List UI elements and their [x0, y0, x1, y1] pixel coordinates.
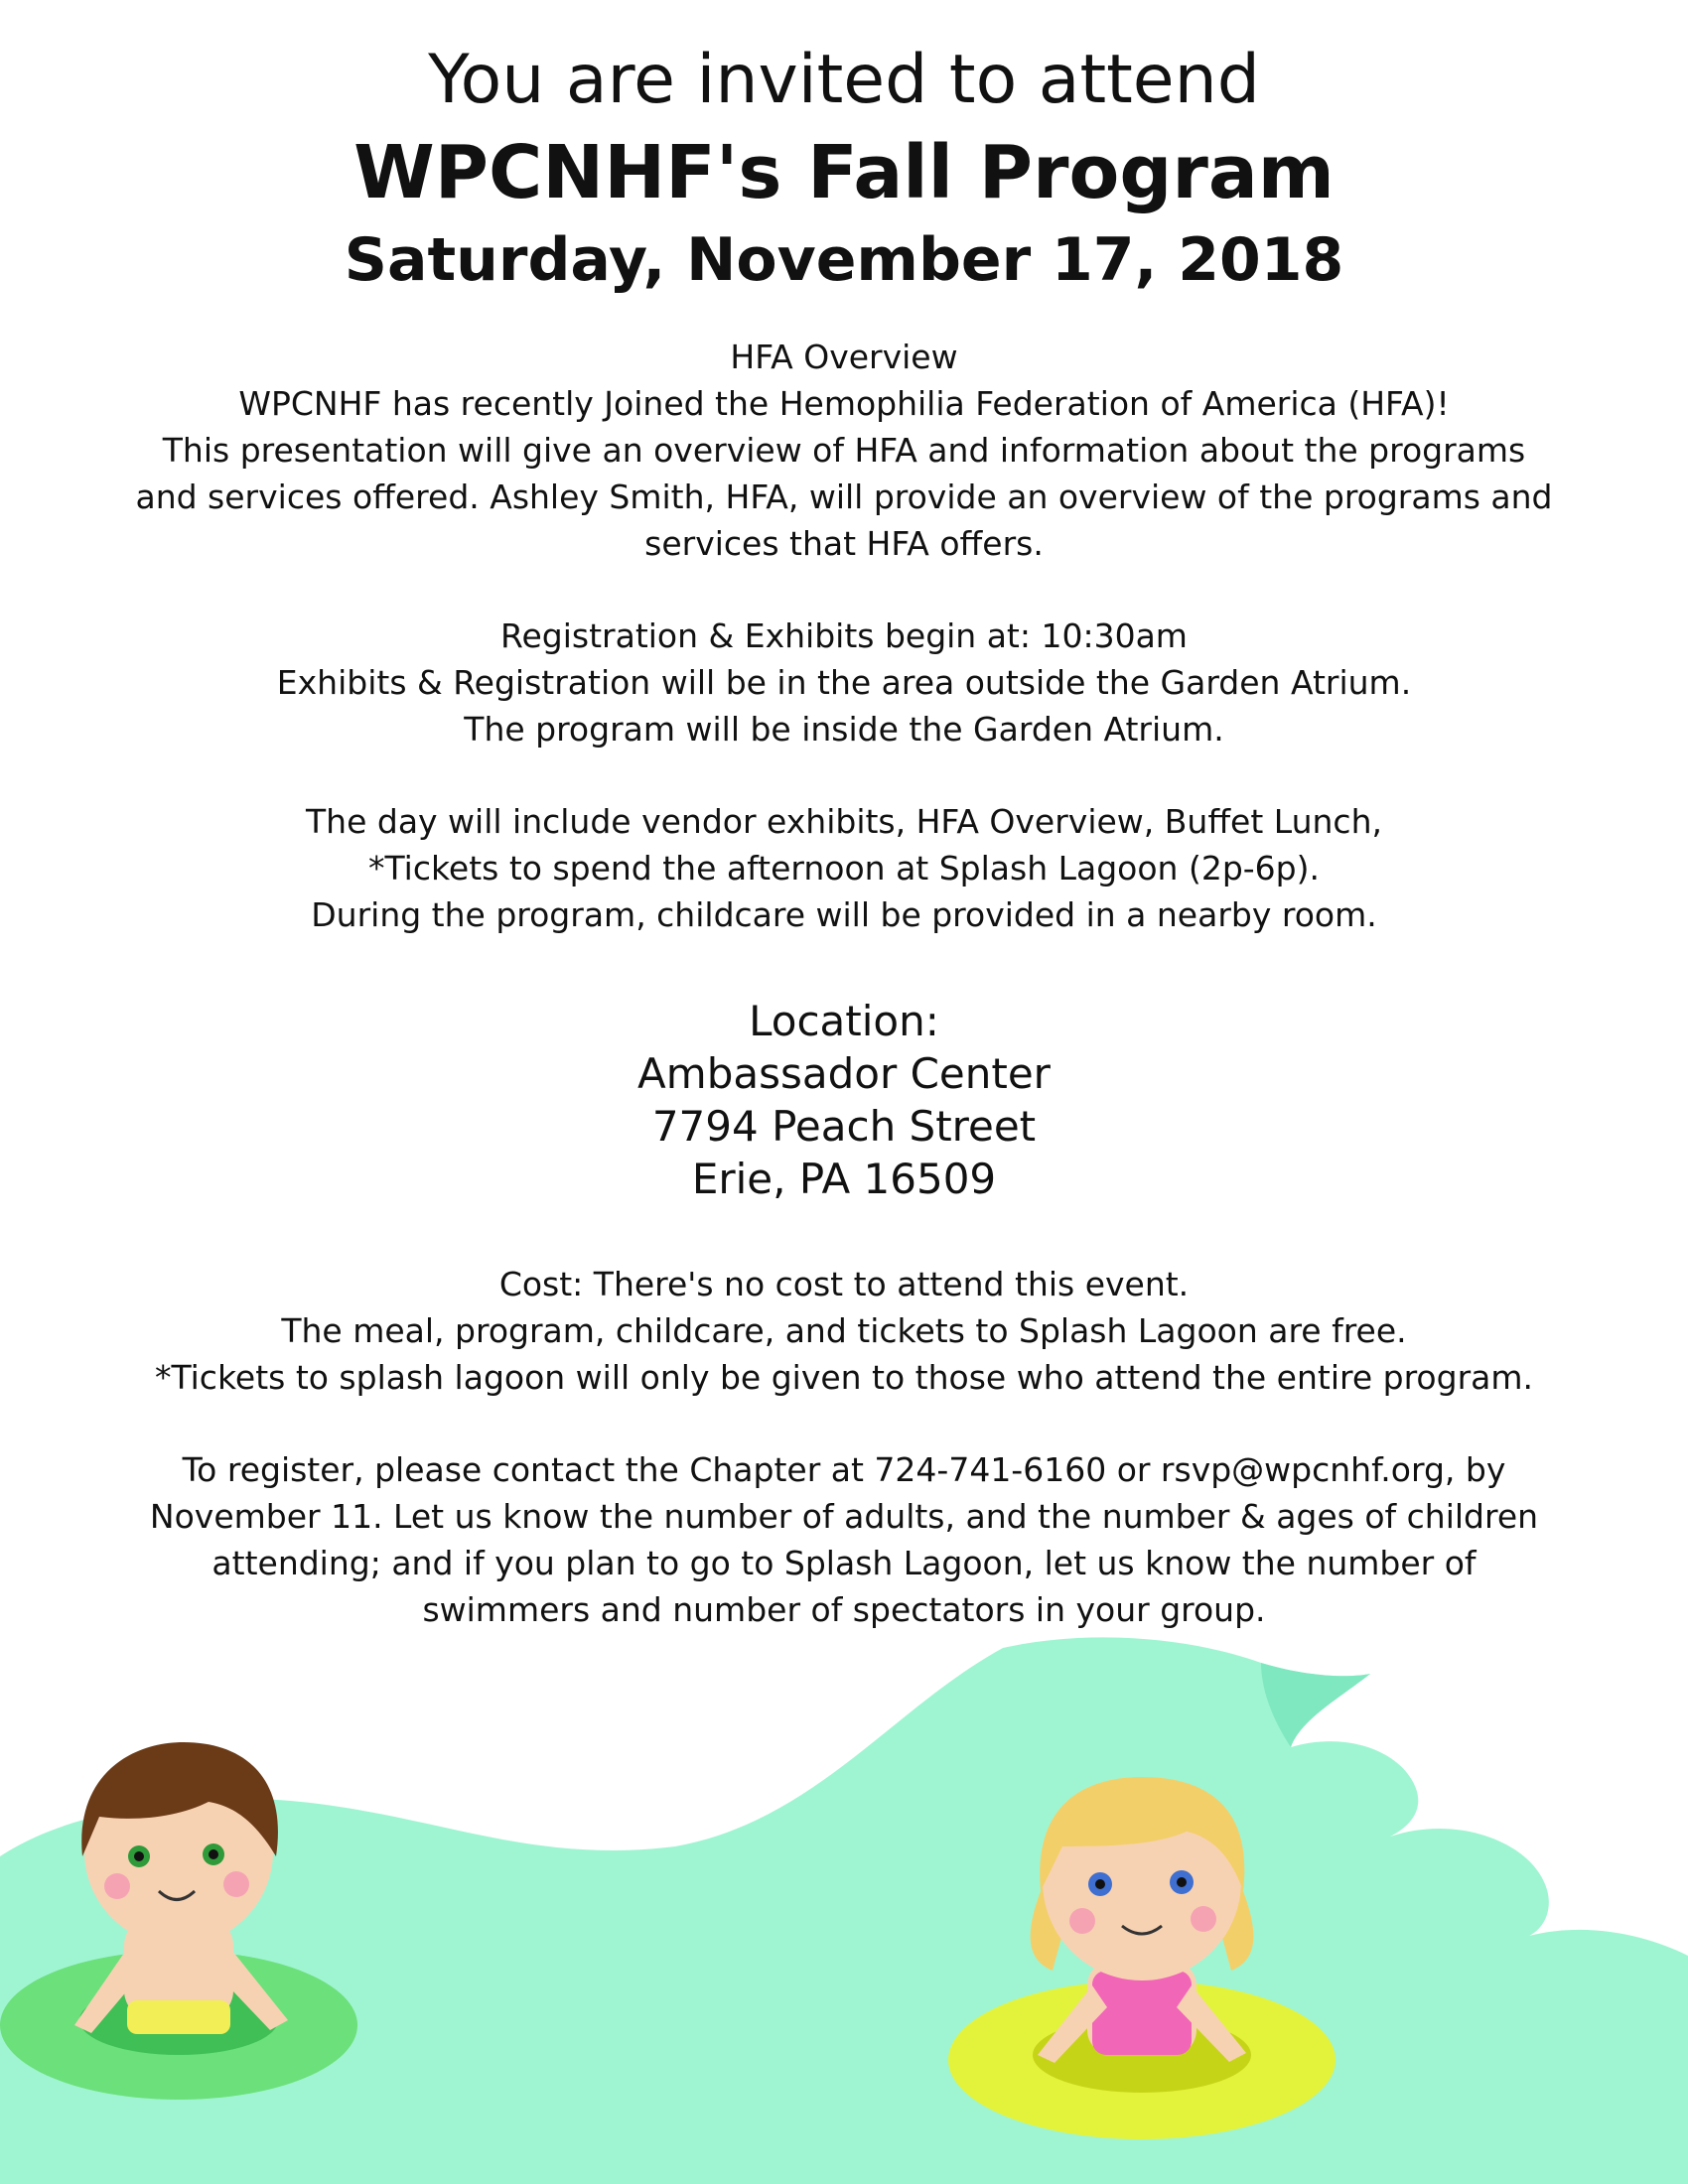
venue-name: Ambassador Center	[637, 1049, 1051, 1098]
splash-illustration	[0, 1588, 1688, 2184]
text-line: This presentation will give an overview of HFA and information about the programs	[162, 431, 1526, 470]
overview-section	[60, 334, 1628, 567]
location-heading: Location:	[749, 997, 939, 1045]
overview-heading: HFA Overview	[730, 338, 958, 376]
text-line: attending; and if you plan to go to Splash Lagoon, let us know the number of	[211, 1544, 1477, 1582]
text-line: Exhibits & Registration will be in the area outside the Garden Atrium.	[276, 663, 1412, 702]
event-title: WPCNHF's Fall Program	[353, 130, 1335, 215]
cost-section	[60, 1261, 1628, 1401]
text-line: November 11. Let us know the number of adults, and the number & ages of children	[149, 1497, 1539, 1536]
text-line: The day will include vendor exhibits, HFA Overview, Buffet Lunch,	[306, 802, 1382, 841]
text-line: Registration & Exhibits begin at: 10:30am	[500, 616, 1188, 655]
text-line: The meal, program, childcare, and tickets to Splash Lagoon are free.	[281, 1311, 1407, 1350]
text-line: and services offered. Ashley Smith, HFA, will provide an overview of the programs and	[135, 478, 1553, 516]
text-line: Cost: There's no cost to attend this event.	[498, 1265, 1190, 1303]
text-line: To register, please contact the Chapter at 724-741-6160 or rsvp@wpcnhf.org, by	[182, 1450, 1506, 1489]
text-line: WPCNHF has recently Joined the Hemophilia Federation of America (HFA)!	[238, 384, 1450, 423]
text-line: *Tickets to spend the afternoon at Splash Lagoon (2p-6p).	[368, 849, 1320, 887]
text-line: During the program, childcare will be provided in a nearby room.	[311, 895, 1377, 934]
invite-line: You are invited to attend	[428, 41, 1260, 119]
text-line: The program will be inside the Garden Atrium.	[464, 710, 1224, 749]
day-section	[60, 798, 1628, 938]
text-line: swimmers and number of spectators in your group.	[422, 1590, 1266, 1629]
event-date: Saturday, November 17, 2018	[344, 225, 1344, 295]
text-line: *Tickets to splash lagoon will only be given to those who attend the entire program.	[155, 1358, 1533, 1397]
text-line: services that HFA offers.	[644, 524, 1044, 563]
location-section	[60, 995, 1628, 1205]
registration-section	[60, 613, 1628, 752]
water-wave	[0, 1637, 1688, 2184]
city-state-zip: Erie, PA 16509	[691, 1155, 997, 1203]
street-address: 7794 Peach Street	[651, 1102, 1037, 1151]
